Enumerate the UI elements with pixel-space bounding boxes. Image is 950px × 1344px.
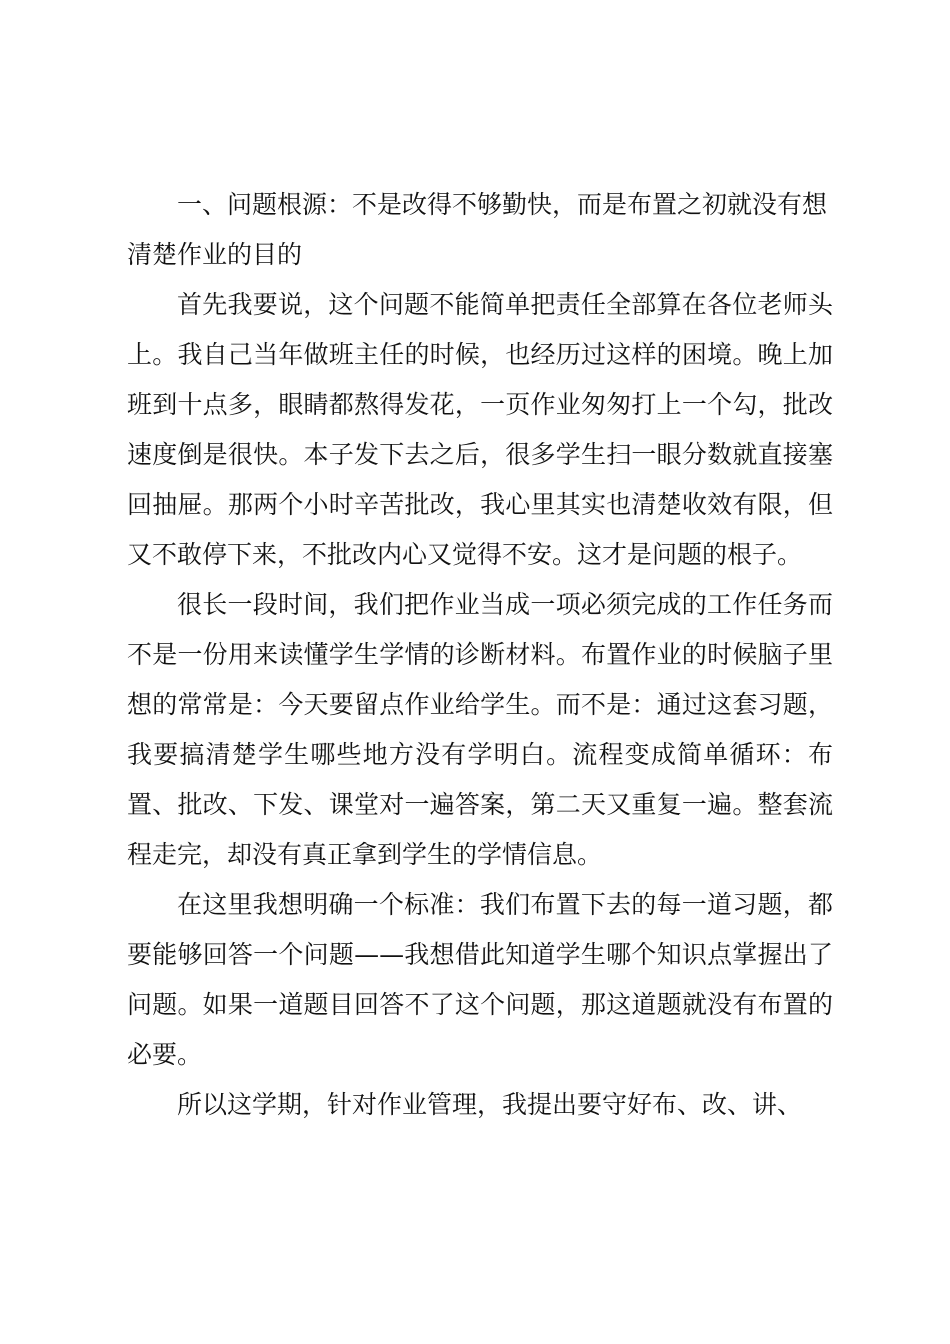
paragraph-3: 在这里我想明确一个标准：我们布置下去的每一道习题，都要能够回答一个问题——我想借此知道学生哪个知识点掌握出了问题。如果一道题目回答不了这个问题，那这道题就没有布置的必要。 [127, 890, 833, 1069]
paragraph-4: 所以这学期，针对作业管理，我提出要守好布、改、讲、 [177, 1090, 803, 1119]
document-body [127, 180, 833, 1130]
paragraph-2: 很长一段时间，我们把作业当成一项必须完成的工作任务而不是一份用来读懂学生学情的诊断材料。布置作业的时候脑子里想的常常是：今天要留点作业给学生。而不是：通过这套习题，我要搞清楚学生哪些地方没有学明白。流程变成简单循环：布置、批改、下发、课堂对一遍答案，第二天又重复一遍。整套流程走完，却没有真正拿到学生的学情信息。 [127, 590, 833, 869]
paragraph-1: 首先我要说，这个问题不能简单把责任全部算在各位老师头上。我自己当年做班主任的时候，也经历过这样的困境。晚上加班到十点多，眼睛都熬得发花，一页作业匆匆打上一个勾，批改速度倒是很快。本子发下去之后，很多学生扫一眼分数就直接塞回抽屉。那两个小时辛苦批改，我心里其实也清楚收效有限，但又不敢停下来，不批改内心又觉得不安。这才是问题的根子。 [127, 290, 833, 569]
section-heading: 一、问题根源：不是改得不够勤快，而是布置之初就没有想清楚作业的目的 [127, 190, 828, 269]
